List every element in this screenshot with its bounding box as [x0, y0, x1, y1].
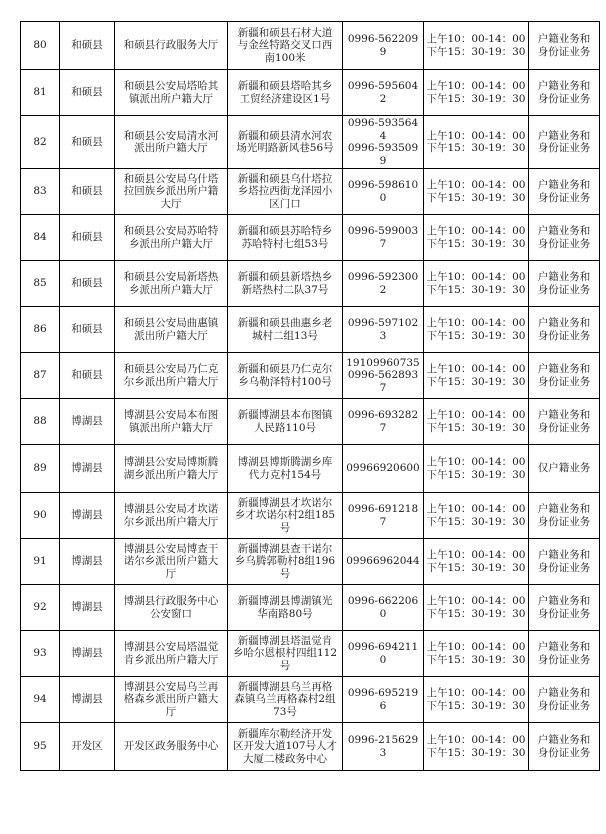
cell-phone [343, 353, 424, 399]
cell-address-line: 号 [279, 521, 291, 534]
cell-scope-line: 身份证业务 [537, 515, 591, 528]
cell-office-line: 拉回族乡派出所户籍 [123, 185, 219, 198]
cell-address-line: 新疆和硕县石材大道 [237, 26, 333, 39]
cell-scope [529, 723, 600, 771]
cell-number: 87 [21, 353, 60, 399]
cell-address [228, 22, 343, 70]
cell-office-line: 博湖县公安局乌兰再 [123, 680, 219, 693]
cell-hours-line: 下午15：30-19：30 [426, 45, 526, 58]
cell-office-line: 博湖县公安局本布图 [123, 409, 219, 421]
cell-number: 94 [21, 677, 60, 723]
cell-hours-line: 下午15：30-19：30 [426, 421, 526, 434]
cell-scope-line: 户籍业务和 [537, 80, 591, 92]
cell-scope-line: 户籍业务和 [537, 129, 591, 142]
cell-county: 和硕县 [60, 169, 115, 215]
cell-hours [424, 70, 529, 116]
cell-office-line: 和硕县行政服务大厅 [123, 39, 219, 52]
cell-scope [529, 307, 600, 353]
cell-address-line: 乡哈尔恩根村四组112 [232, 647, 338, 660]
cell-office [115, 585, 228, 631]
cell-hours [424, 169, 529, 215]
cell-office [115, 215, 228, 261]
cell-office-line: 格森乡派出所户籍大 [123, 693, 219, 706]
cell-scope-line: 户籍业务和 [537, 409, 591, 421]
cell-phone-line: 0996-5986100 [347, 179, 419, 204]
cell-address-line: 新疆和硕县乌什塔拉 [237, 172, 333, 185]
cell-scope-line: 身份证业务 [537, 329, 591, 342]
cell-address-line: 场光明路新风巷56号 [236, 142, 334, 154]
cell-scope-line: 户籍业务和 [537, 503, 591, 515]
cell-scope-line: 身份证业务 [537, 746, 591, 759]
cell-office [115, 631, 228, 677]
cell-hours [424, 261, 529, 307]
cell-office-line: 博湖县行政服务中心 [123, 595, 219, 607]
cell-phone-line: 0996-6912187 [347, 503, 419, 528]
cell-address-line: 代力克村154号 [248, 468, 322, 481]
cell-hours-line: 下午15：30-19：30 [426, 746, 526, 759]
cell-hours [424, 22, 529, 70]
cell-hours-line: 上午10：00-14：00 [426, 271, 526, 283]
cell-address-line: 新疆和硕县新塔热乡 [237, 271, 333, 283]
cell-hours-line: 上午10：00-14：00 [426, 503, 526, 515]
cell-hours-line: 下午15：30-19：30 [426, 515, 526, 528]
cell-office [115, 493, 228, 539]
cell-phone [343, 169, 424, 215]
cell-address-line: 新疆博湖县博湖镇光 [237, 595, 333, 607]
cell-hours-line: 下午15：30-19：30 [426, 329, 526, 342]
cell-office-line: 公安窗口 [150, 607, 192, 620]
cell-hours-line: 上午10：00-14：00 [426, 595, 526, 607]
cell-address-line: 乡乌勒泽特村100号 [238, 375, 332, 388]
cell-hours [424, 215, 529, 261]
cell-phone [343, 22, 424, 70]
cell-county: 和硕县 [60, 261, 115, 307]
cell-scope [529, 215, 600, 261]
cell-office-line: 乡派出所户籍大厅 [129, 237, 213, 250]
cell-address-line: 人民路110号 [253, 421, 317, 434]
cell-scope-line: 户籍业务和 [537, 33, 591, 45]
cell-phone-line: 0996-6942110 [347, 641, 419, 666]
cell-office [115, 399, 228, 445]
cell-address [228, 399, 343, 445]
cell-scope-line: 户籍业务和 [537, 734, 591, 746]
cell-number: 92 [21, 585, 60, 631]
cell-hours-line: 上午10：00-14：00 [426, 33, 526, 45]
cell-hours-line: 上午10：00-14：00 [426, 225, 526, 237]
cell-address-line: 工贸经济建设区1号 [239, 92, 331, 105]
cell-address [228, 169, 343, 215]
table-row [21, 399, 600, 445]
cell-address-line: 南100米 [264, 51, 306, 64]
table-row [21, 493, 600, 539]
table-row [21, 723, 600, 771]
cell-phone-line: 0996-5990037 [347, 225, 419, 250]
cell-address [228, 493, 343, 539]
cell-hours [424, 631, 529, 677]
cell-office-line: 和硕县公安局清水河 [123, 129, 219, 142]
cell-scope-line: 身份证业务 [537, 45, 591, 58]
cell-scope-line: 身份证业务 [537, 653, 591, 666]
cell-scope-line: 户籍业务和 [537, 641, 591, 653]
cell-address [228, 631, 343, 677]
cell-address [228, 353, 343, 399]
cell-address-line: 号 [279, 659, 291, 672]
cell-hours-line: 下午15：30-19：30 [426, 607, 526, 620]
cell-hours-line: 上午10：00-14：00 [426, 409, 526, 421]
cell-number: 89 [21, 445, 60, 493]
cell-hours [424, 539, 529, 585]
service-locations-table [20, 21, 600, 771]
cell-number: 88 [21, 399, 60, 445]
cell-hours-line: 下午15：30-19：30 [426, 283, 526, 296]
cell-scope [529, 353, 600, 399]
cell-phone-line: 0996-5956042 [347, 80, 419, 105]
cell-address [228, 261, 343, 307]
cell-hours-line: 上午10：00-14：00 [426, 734, 526, 746]
cell-address-line: 73号 [273, 705, 297, 718]
cell-office [115, 70, 228, 116]
cell-hours-line: 上午10：00-14：00 [426, 129, 526, 142]
table-row [21, 445, 600, 493]
cell-scope-line: 身份证业务 [537, 699, 591, 712]
cell-number: 91 [21, 539, 60, 585]
cell-phone-line: 0996-6952196 [347, 687, 419, 712]
cell-number: 85 [21, 261, 60, 307]
cell-address [228, 116, 343, 169]
cell-address-line: 新疆博湖县乌兰再格 [237, 680, 333, 693]
cell-phone [343, 723, 424, 771]
cell-county: 开发区 [60, 723, 115, 771]
cell-office-line: 博湖县公安局博查干 [123, 542, 219, 555]
cell-office-line: 肯乡派出所户籍大厅 [123, 653, 219, 666]
cell-address-line: 乡塔拉西街龙泽园小 [237, 185, 333, 198]
cell-address-line: 号 [279, 567, 291, 580]
cell-office [115, 261, 228, 307]
cell-county: 和硕县 [60, 215, 115, 261]
cell-phone-line: 09966962044 [346, 555, 420, 568]
table-row [21, 215, 600, 261]
table-row [21, 307, 600, 353]
cell-office-line: 尔乡派出所户籍大厅 [123, 515, 219, 528]
cell-office [115, 116, 228, 169]
cell-county: 和硕县 [60, 116, 115, 169]
cell-address-line: 新疆和硕县清水河农 [237, 129, 333, 142]
cell-hours [424, 399, 529, 445]
cell-office-line: 尔乡派出所户籍大厅 [123, 375, 219, 388]
cell-address-line: 新疆博湖县才坎诺尔 [237, 496, 333, 509]
cell-address-line: 新塔热村二队37号 [241, 283, 329, 296]
cell-scope [529, 399, 600, 445]
cell-county: 和硕县 [60, 22, 115, 70]
cell-scope-line: 身份证业务 [537, 607, 591, 620]
cell-scope-line: 身份证业务 [537, 237, 591, 250]
cell-office [115, 22, 228, 70]
cell-address [228, 539, 343, 585]
cell-county: 和硕县 [60, 70, 115, 116]
cell-office-line: 镇派出所户籍大厅 [129, 421, 213, 434]
cell-number: 86 [21, 307, 60, 353]
cell-phone [343, 677, 424, 723]
cell-hours-line: 下午15：30-19：30 [426, 653, 526, 666]
cell-number: 83 [21, 169, 60, 215]
cell-office-line: 和硕县公安局乌什塔 [123, 172, 219, 185]
cell-hours-line: 下午15：30-19：30 [426, 375, 526, 388]
cell-phone-line: 09966920600 [346, 462, 420, 475]
cell-scope-line: 身份证业务 [537, 283, 591, 296]
table-row [21, 585, 600, 631]
cell-address [228, 70, 343, 116]
cell-scope-line: 户籍业务和 [537, 317, 591, 329]
cell-office [115, 307, 228, 353]
cell-scope [529, 677, 600, 723]
cell-office-line: 厅 [165, 567, 177, 580]
cell-scope [529, 445, 600, 493]
table-body [21, 22, 600, 771]
cell-address-line: 新疆和硕县曲惠乡老 [237, 317, 333, 329]
cell-address-line: 与金丝特路交叉口西 [237, 39, 333, 52]
cell-office-line: 湖乡派出所户籍大厅 [123, 468, 219, 481]
cell-address [228, 677, 343, 723]
cell-office-line: 和硕县公安局乃仁克 [123, 363, 219, 375]
cell-office-line: 和硕县公安局塔哈其 [123, 80, 219, 92]
cell-phone [343, 445, 424, 493]
cell-address-line: 城村二组13号 [252, 329, 318, 342]
cell-number: 90 [21, 493, 60, 539]
cell-number: 84 [21, 215, 60, 261]
cell-address-line: 大厦二楼政务中心 [243, 752, 327, 765]
cell-address-line: 乡乌腾郭勒村8组196 [234, 555, 336, 568]
cell-phone [343, 70, 424, 116]
cell-office-line: 博湖县公安局才坎诺 [123, 503, 219, 515]
cell-scope-line: 仅户籍业务 [537, 462, 591, 475]
cell-scope-line: 户籍业务和 [537, 179, 591, 191]
cell-address-line: 新疆博湖县查干诺尔 [237, 542, 333, 555]
cell-address-line: 新疆和硕县塔哈其乡 [237, 80, 333, 92]
cell-phone-line: 19109960735 [346, 356, 420, 369]
table-row [21, 22, 600, 70]
cell-number: 93 [21, 631, 60, 677]
cell-office-line: 博湖县公安局塔温觉 [123, 641, 219, 653]
cell-address [228, 215, 343, 261]
cell-office [115, 353, 228, 399]
cell-address [228, 723, 343, 771]
cell-number: 81 [21, 70, 60, 116]
cell-phone [343, 631, 424, 677]
cell-office-line: 厅 [165, 705, 177, 718]
cell-office-line: 镇派出所户籍大厅 [129, 92, 213, 105]
cell-scope [529, 585, 600, 631]
cell-scope [529, 70, 600, 116]
cell-phone [343, 261, 424, 307]
cell-hours-line: 上午10：00-14：00 [426, 179, 526, 191]
cell-phone-line: 0996-6932827 [347, 409, 419, 434]
cell-office-line: 派出所户籍大厅 [134, 142, 208, 154]
cell-scope [529, 22, 600, 70]
cell-hours-line: 上午10：00-14：00 [426, 317, 526, 329]
cell-phone-line: 0996-5923002 [347, 271, 419, 296]
cell-office-line: 诺尔乡派出所户籍大 [123, 555, 219, 568]
cell-hours [424, 445, 529, 493]
cell-scope [529, 631, 600, 677]
cell-hours [424, 677, 529, 723]
cell-address-line: 新疆博湖县本布图镇 [237, 409, 333, 421]
cell-number: 80 [21, 22, 60, 70]
cell-county: 博湖县 [60, 493, 115, 539]
cell-hours [424, 307, 529, 353]
cell-address-line: 森镇乌兰再格森村2组 [234, 693, 336, 706]
cell-hours-line: 下午15：30-19：30 [426, 92, 526, 105]
cell-address-line: 新疆库尔勒经济开发 [237, 727, 333, 740]
cell-county: 博湖县 [60, 539, 115, 585]
cell-phone-line: 0996-5628937 [347, 369, 419, 394]
cell-phone-line: 0996-6622060 [347, 595, 419, 620]
cell-office-line: 大厅 [160, 197, 182, 210]
cell-scope-line: 身份证业务 [537, 421, 591, 434]
cell-office [115, 723, 228, 771]
cell-address [228, 585, 343, 631]
cell-address-line: 区门口 [269, 197, 301, 210]
cell-number: 95 [21, 723, 60, 771]
cell-scope-line: 户籍业务和 [537, 271, 591, 283]
cell-address-line: 华南路80号 [257, 607, 313, 620]
cell-office [115, 539, 228, 585]
cell-phone [343, 116, 424, 169]
cell-address-line: 新疆博湖县塔温觉肯 [237, 634, 333, 647]
table-row [21, 70, 600, 116]
cell-phone [343, 539, 424, 585]
cell-address [228, 445, 343, 493]
cell-office [115, 677, 228, 723]
table-row [21, 353, 600, 399]
cell-office-line: 和硕县公安局曲惠镇 [123, 317, 219, 329]
cell-office-line: 和硕县公安局苏哈特 [123, 225, 219, 237]
cell-county: 和硕县 [60, 353, 115, 399]
cell-hours [424, 585, 529, 631]
cell-hours [424, 353, 529, 399]
cell-office-line: 派出所户籍大厅 [134, 329, 208, 342]
table-row [21, 116, 600, 169]
cell-hours-line: 上午10：00-14：00 [426, 363, 526, 375]
cell-hours-line: 下午15：30-19：30 [426, 699, 526, 712]
cell-address [228, 307, 343, 353]
cell-hours [424, 723, 529, 771]
cell-phone [343, 493, 424, 539]
cell-hours-line: 下午15：30-19：30 [426, 142, 526, 154]
cell-hours-line: 上午10：00-14：00 [426, 687, 526, 699]
cell-address-line: 乡才坎诺尔村2组185 [234, 509, 336, 522]
cell-scope [529, 169, 600, 215]
cell-scope-line: 身份证业务 [537, 191, 591, 204]
cell-hours-line: 上午10：00-14：00 [426, 549, 526, 561]
cell-scope-line: 户籍业务和 [537, 595, 591, 607]
cell-county: 博湖县 [60, 677, 115, 723]
cell-phone [343, 307, 424, 353]
cell-scope-line: 户籍业务和 [537, 225, 591, 237]
cell-county: 和硕县 [60, 307, 115, 353]
cell-phone [343, 585, 424, 631]
cell-scope [529, 261, 600, 307]
cell-office-line: 开发区政务服务中心 [123, 740, 219, 753]
cell-phone [343, 399, 424, 445]
cell-hours-line: 下午15：30-19：30 [426, 237, 526, 250]
cell-address-line: 苏哈特村七组53号 [241, 237, 329, 250]
cell-phone-line: 0996-5971023 [347, 317, 419, 342]
cell-hours-line: 下午15：30-19：30 [426, 191, 526, 204]
cell-office [115, 445, 228, 493]
cell-phone [343, 215, 424, 261]
cell-hours [424, 493, 529, 539]
table-row [21, 169, 600, 215]
cell-office [115, 169, 228, 215]
cell-county: 博湖县 [60, 445, 115, 493]
cell-scope-line: 身份证业务 [537, 92, 591, 105]
cell-phone-line: 0996-2156293 [347, 734, 419, 759]
table-row [21, 261, 600, 307]
table-row [21, 631, 600, 677]
cell-address-line: 博湖县博斯腾湖乡库 [237, 456, 333, 468]
cell-hours-line: 上午10：00-14：00 [426, 80, 526, 92]
cell-county: 博湖县 [60, 399, 115, 445]
cell-number: 82 [21, 116, 60, 169]
cell-hours-line: 下午15：30-19：30 [426, 468, 526, 481]
cell-phone-line: 0996-5622099 [347, 33, 419, 58]
cell-scope-line: 身份证业务 [537, 561, 591, 574]
cell-phone-line: 0996-5935644 [347, 117, 419, 142]
cell-phone-line: 0996-5935099 [347, 142, 419, 167]
cell-scope-line: 身份证业务 [537, 375, 591, 388]
cell-address-line: 区开发大道107号人才 [232, 740, 338, 753]
cell-scope [529, 116, 600, 169]
cell-address-line: 新疆和硕县乃仁克尔 [237, 363, 333, 375]
cell-office-line: 乡派出所户籍大厅 [129, 283, 213, 296]
cell-scope [529, 539, 600, 585]
cell-hours [424, 116, 529, 169]
cell-hours-line: 上午10：00-14：00 [426, 456, 526, 468]
table-row [21, 539, 600, 585]
cell-scope-line: 户籍业务和 [537, 363, 591, 375]
cell-address-line: 新疆和硕县苏哈特乡 [237, 225, 333, 237]
cell-office-line: 和硕县公安局新塔热 [123, 271, 219, 283]
cell-scope-line: 户籍业务和 [537, 687, 591, 699]
cell-hours-line: 下午15：30-19：30 [426, 561, 526, 574]
cell-scope-line: 户籍业务和 [537, 549, 591, 561]
cell-county: 博湖县 [60, 631, 115, 677]
cell-hours-line: 上午10：00-14：00 [426, 641, 526, 653]
table-row [21, 677, 600, 723]
cell-office-line: 博湖县公安局博斯腾 [123, 456, 219, 468]
cell-scope [529, 493, 600, 539]
cell-county: 博湖县 [60, 585, 115, 631]
cell-scope-line: 身份证业务 [537, 142, 591, 154]
